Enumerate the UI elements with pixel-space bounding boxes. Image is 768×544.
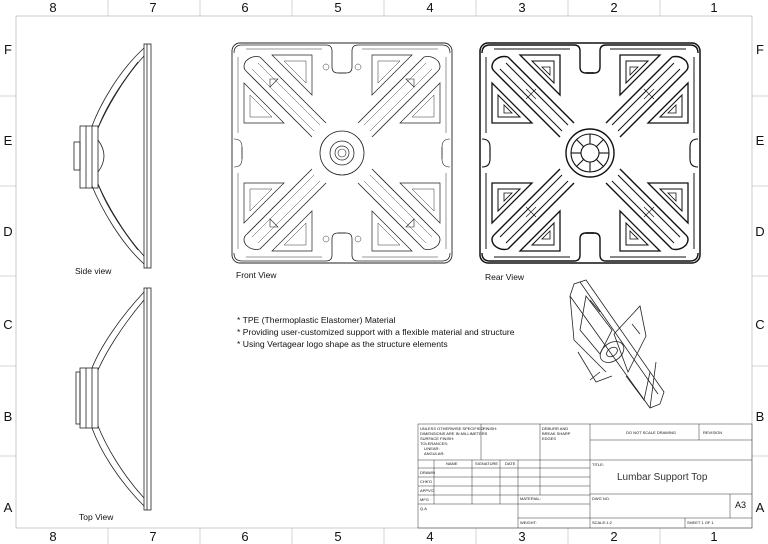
zone-column-8-bottom: 8: [49, 529, 57, 544]
note-material: * TPE (Thermoplastic Elastomer) Material: [237, 315, 396, 325]
zone-column-8: 8: [49, 0, 57, 15]
zone-row-c-right: C: [755, 317, 765, 332]
zone-column-4: 4: [426, 0, 434, 15]
zone-row-f: F: [4, 42, 12, 57]
drawing-title: Lumbar Support Top: [617, 472, 708, 483]
front-view-label: Front View: [236, 270, 277, 280]
zone-column-1-bottom: 1: [710, 529, 718, 544]
zone-column-3: 3: [518, 0, 526, 15]
side-view-drawing: [74, 44, 151, 268]
rear-view-drawing: [480, 43, 700, 263]
finish-label: FINISH:: [483, 426, 498, 431]
zone-row-a: A: [3, 500, 13, 515]
sheet-size: A3: [735, 500, 747, 510]
row-checked: CHK'D: [420, 479, 433, 484]
side-view-label: Side view: [75, 266, 112, 276]
rear-view-label: Rear View: [485, 272, 525, 282]
row-qa: Q.A: [420, 506, 427, 511]
sheet-number: SHEET 1 OF 1: [687, 520, 714, 525]
tolerance-notes: UNLESS OTHERWISE SPECIFIED: DIMENSIONS ARE IN MILLIMETERS SURFACE FINISH: TOLERANCES: LINEAR: ANGULAR:: [420, 426, 488, 456]
col-date-header: DATE: [505, 461, 516, 466]
zone-row-e: E: [3, 133, 13, 148]
zone-column-4-bottom: 4: [426, 529, 434, 544]
weight-label: WEIGHT:: [520, 520, 537, 525]
zone-row-c: C: [3, 317, 13, 332]
zone-column-1: 1: [710, 0, 718, 15]
row-drawn: DRAWN: [420, 470, 435, 475]
zone-row-a-right: A: [755, 500, 765, 515]
zone-column-5-bottom: 5: [334, 529, 342, 544]
zone-row-d-right: D: [755, 224, 765, 239]
top-view-label: Top View: [79, 512, 114, 522]
zone-row-d: D: [3, 224, 13, 239]
revision-label: REVISION: [703, 430, 723, 435]
zone-column-2: 2: [610, 0, 618, 15]
zone-row-b: B: [3, 409, 13, 424]
zone-column-6: 6: [241, 0, 249, 15]
zone-column-7: 7: [149, 0, 157, 15]
row-approved: APPV'D: [420, 488, 435, 493]
do-not-scale-label: DO NOT SCALE DRAWING: [626, 430, 677, 435]
col-signature-header: SIGNATURE: [475, 461, 499, 466]
material-label: MATERIAL:: [520, 496, 541, 501]
scale-label: SCALE:1:2: [592, 520, 612, 525]
note-logo-shape: * Using Vertagear logo shape as the structure elements: [237, 339, 448, 349]
zone-column-7-bottom: 7: [149, 529, 157, 544]
zone-column-6-bottom: 6: [241, 529, 249, 544]
isometric-view-drawing: [570, 280, 664, 408]
col-name-header: NAME: [446, 461, 458, 466]
dwg-no-label: DWG NO.: [592, 496, 610, 501]
row-mfg: MFG: [420, 497, 429, 502]
front-view-drawing: [232, 43, 452, 263]
zone-row-b-right: B: [755, 409, 765, 424]
zone-column-5: 5: [334, 0, 342, 15]
top-view-drawing: [76, 288, 151, 510]
zone-row-f-right: F: [756, 42, 764, 57]
design-notes: [237, 314, 515, 350]
zone-column-2-bottom: 2: [610, 529, 618, 544]
zone-column-3-bottom: 3: [518, 529, 526, 544]
title-label: TITLE:: [592, 462, 605, 467]
zone-row-e-right: E: [755, 133, 765, 148]
note-support: * Providing user-customized support with a flexible material and structure: [237, 327, 515, 337]
deburr-note: DEBURR AND BREAK SHARP EDGES: [542, 426, 571, 441]
